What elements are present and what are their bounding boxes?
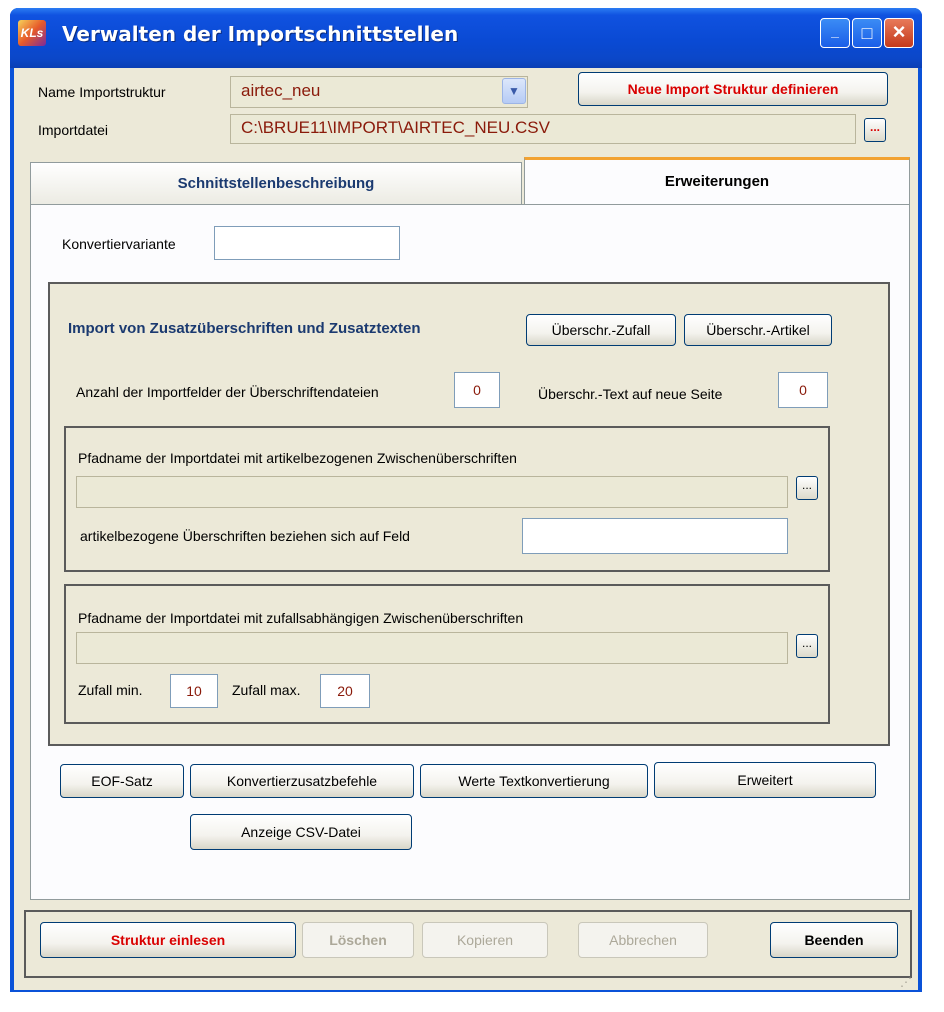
neue-import-struktur-button[interactable]: Neue Import Struktur definieren <box>578 72 888 106</box>
konvertiervariante-label: Konvertiervariante <box>62 236 176 252</box>
anzahl-importfelder-input[interactable]: 0 <box>454 372 500 408</box>
abbrechen-button[interactable]: Abbrechen <box>578 922 708 958</box>
konvertierzusatzbefehle-button[interactable]: Konvertierzusatzbefehle <box>190 764 414 798</box>
chevron-down-icon[interactable]: ▼ <box>502 78 526 104</box>
zufall-min-label: Zufall min. <box>78 682 143 698</box>
zufall-max-input[interactable]: 20 <box>320 674 370 708</box>
zufall-max-label: Zufall max. <box>232 682 301 698</box>
zufall-path-field[interactable] <box>76 632 788 664</box>
artikel-path-browse-button[interactable]: ... <box>796 476 818 500</box>
eof-satz-button[interactable]: EOF-Satz <box>60 764 184 798</box>
kopieren-button[interactable]: Kopieren <box>422 922 548 958</box>
tab-erweiterungen[interactable]: Erweiterungen <box>524 157 910 205</box>
maximize-icon: □ <box>861 23 873 43</box>
konvertiervariante-input[interactable] <box>214 226 400 260</box>
app-logo-icon: KLs <box>18 20 46 46</box>
artikel-path-field[interactable] <box>76 476 788 508</box>
ueberschr-zufall-button[interactable]: Überschr.-Zufall <box>526 314 676 346</box>
beenden-button[interactable]: Beenden <box>770 922 898 958</box>
importdatei-browse-button[interactable]: ... <box>864 118 886 142</box>
zufall-min-input[interactable]: 10 <box>170 674 218 708</box>
anzahl-importfelder-label: Anzahl der Importfelder der Überschriftendateien <box>76 384 379 400</box>
anzeige-csv-button[interactable]: Anzeige CSV-Datei <box>190 814 412 850</box>
name-importstruktur-combobox[interactable] <box>230 76 528 108</box>
erweitert-button[interactable]: Erweitert <box>654 762 876 798</box>
close-button[interactable] <box>884 18 914 48</box>
zufall-path-browse-button[interactable]: ... <box>796 634 818 658</box>
resize-grip-icon[interactable]: ⋰ <box>900 975 912 989</box>
artikel-path-label: Pfadname der Importdatei mit artikelbezogenen Zwischenüberschriften <box>78 450 517 466</box>
window-title: Verwalten der Importschnittstellen <box>62 22 459 46</box>
minimize-button[interactable] <box>820 18 850 48</box>
struktur-einlesen-button[interactable]: Struktur einlesen <box>40 922 296 958</box>
group-title: Import von Zusatzüberschriften und Zusatztexten <box>68 320 421 337</box>
artikel-feld-label: artikelbezogene Überschriften beziehen sich auf Feld <box>80 528 410 544</box>
name-importstruktur-value: airtec_neu <box>241 81 321 100</box>
minimize-icon: _ <box>831 23 839 39</box>
artikel-feld-input[interactable] <box>522 518 788 554</box>
importdatei-label: Importdatei <box>38 122 109 138</box>
werte-textkonvertierung-button[interactable]: Werte Textkonvertierung <box>420 764 648 798</box>
ueberschr-artikel-button[interactable]: Überschr.-Artikel <box>684 314 832 346</box>
loeschen-button[interactable]: Löschen <box>302 922 414 958</box>
maximize-button[interactable] <box>852 18 882 48</box>
close-icon: × <box>892 19 906 44</box>
ueberschr-neue-seite-input[interactable]: 0 <box>778 372 828 408</box>
zufall-path-label: Pfadname der Importdatei mit zufallsabhängigen Zwischenüberschriften <box>78 610 524 626</box>
importdatei-field[interactable]: C:\BRUE11\IMPORT\AIRTEC_NEU.CSV <box>230 114 856 144</box>
tab-schnittstellenbeschreibung[interactable]: Schnittstellenbeschreibung <box>30 162 522 204</box>
ueberschr-neue-seite-label: Überschr.-Text auf neue Seite <box>538 386 723 402</box>
name-importstruktur-label: Name Importstruktur <box>38 84 166 100</box>
